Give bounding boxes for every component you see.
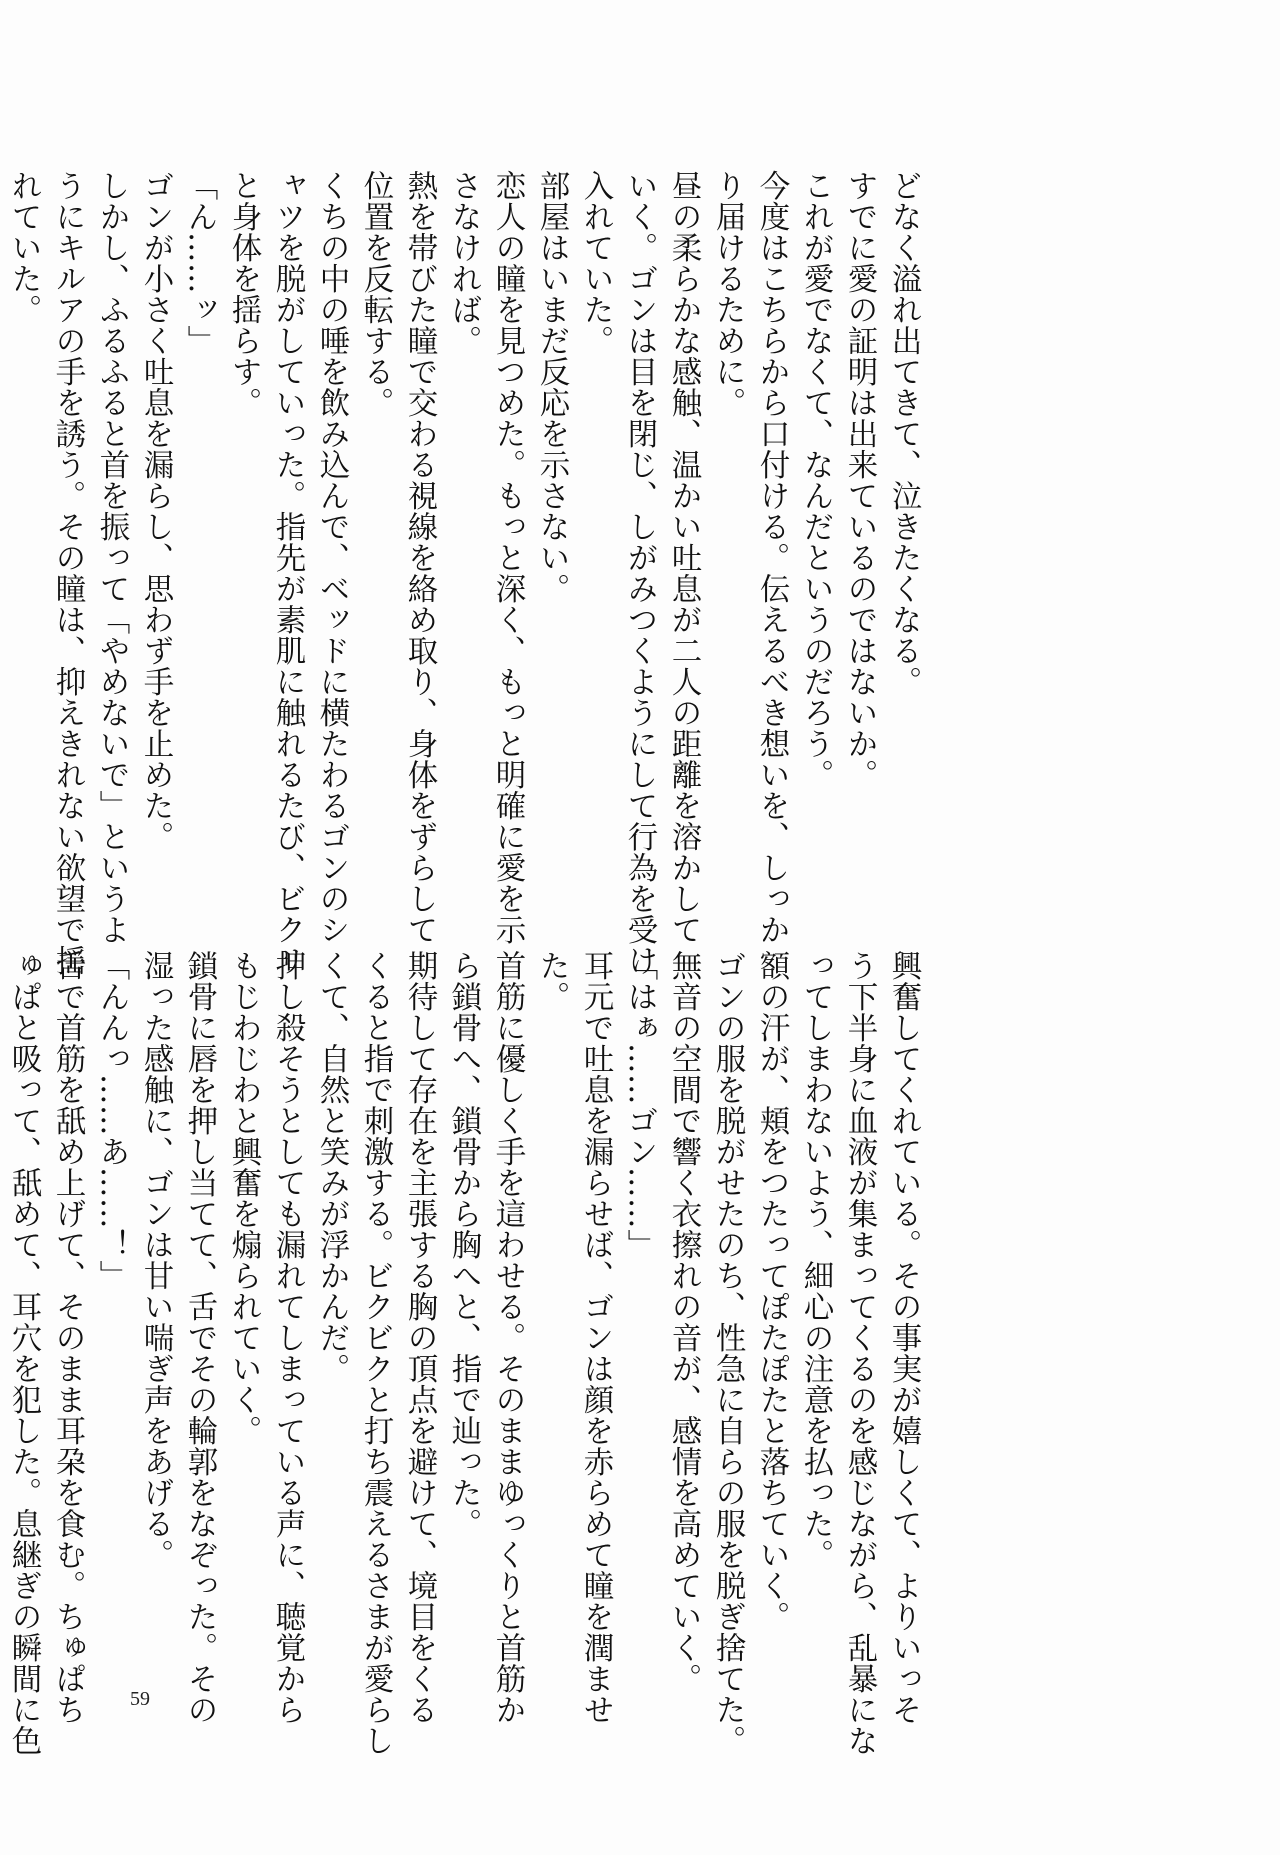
text-line: り届けるために。 bbox=[710, 170, 745, 418]
text-line: いく。ゴンは目を閉じ、しがみつくようにして行為を受け bbox=[622, 170, 657, 976]
text-line: しかし、ふるふると首を振って「やめないで」というよ bbox=[94, 170, 129, 945]
text-line: これが愛でなくて、なんだというのだろう。 bbox=[798, 170, 833, 790]
text-line: 無音の空間で響く衣擦れの音が、感情を高めていく。 bbox=[666, 950, 701, 1694]
text-line: ってしまわないよう、細心の注意を払った。 bbox=[798, 950, 833, 1570]
text-line: もじわじわと興奮を煽られていく。 bbox=[226, 950, 261, 1446]
text-line: れていた。 bbox=[6, 170, 41, 325]
text-line: ら鎖骨へ、鎖骨から胸へと、指で辿った。 bbox=[446, 950, 481, 1539]
text-line: う下半身に血液が集まってくるのを感じながら、乱暴にな bbox=[842, 950, 877, 1756]
text-line: ゴンの服を脱がせたのち、性急に自らの服を脱ぎ捨てた。 bbox=[710, 950, 745, 1756]
text-line: と身体を揺らす。 bbox=[226, 170, 261, 418]
text-line: どなく溢れ出てきて、泣きたくなる。 bbox=[886, 170, 921, 697]
text-line: 今度はこちらから口付ける。伝えるべき想いを、しっか bbox=[754, 170, 789, 945]
text-line: さなければ。 bbox=[446, 170, 481, 356]
text-line: 部屋はいまだ反応を示さない。 bbox=[534, 170, 569, 604]
text-line: 舌で首筋を舐め上げて、そのまま耳朶を食む。ちゅぱち bbox=[50, 950, 85, 1725]
text-line: 鎖骨に唇を押し当てて、舌でその輪郭をなぞった。その bbox=[182, 950, 217, 1725]
text-line: 額の汗が、頬をつたってぽたぽたと落ちていく。 bbox=[754, 950, 789, 1632]
text-line: 入れていた。 bbox=[578, 170, 613, 356]
text-line: 期待して存在を主張する胸の頂点を避けて、境目をくる bbox=[402, 950, 437, 1725]
page-number: 59 bbox=[130, 1688, 150, 1710]
text-line: ャツを脱がしていった。指先が素肌に触れるたび、ビクリ bbox=[270, 170, 305, 976]
text-line: くちの中の唾を飲み込んで、ベッドに横たわるゴンのシ bbox=[314, 170, 349, 945]
text-line: ゴンが小さく吐息を漏らし、思わず手を止めた。 bbox=[138, 170, 173, 852]
text-line: 押し殺そうとしても漏れてしまっている声に、聴覚から bbox=[270, 950, 305, 1725]
text-line: 「んんっ……あ……！」 bbox=[94, 950, 129, 1291]
text-line: すでに愛の証明は出来ているのではないか。 bbox=[842, 170, 877, 790]
text-line: 位置を反転する。 bbox=[358, 170, 393, 418]
text-line: 「はぁ……ゴン……」 bbox=[622, 950, 657, 1260]
text-line: うにキルアの手を誘う。その瞳は、抑えきれない欲望で揺 bbox=[50, 170, 85, 976]
text-line: 恋人の瞳を見つめた。もっと深く、もっと明確に愛を示 bbox=[490, 170, 525, 945]
text-line: 昼の柔らかな感触、温かい吐息が二人の距離を溶かして bbox=[666, 170, 701, 945]
text-line: 興奮してくれている。その事実が嬉しくて、よりいっそ bbox=[886, 950, 921, 1725]
text-line: ゅぱと吸って、舐めて、耳穴を犯した。息継ぎの瞬間に色 bbox=[6, 950, 41, 1756]
text-line: 湿った感触に、ゴンは甘い喘ぎ声をあげる。 bbox=[138, 950, 173, 1570]
text-line: 耳元で吐息を漏らせば、ゴンは顔を赤らめて瞳を潤ませ bbox=[578, 950, 613, 1725]
text-line: た。 bbox=[534, 950, 569, 1012]
text-line: 「ん……ッ」 bbox=[182, 170, 217, 356]
text-block-upper bbox=[6, 170, 925, 976]
text-line: 熱を帯びた瞳で交わる視線を絡め取り、身体をずらして bbox=[402, 170, 437, 945]
text-line: くると指で刺激する。ビクビクと打ち震えるさまが愛らし bbox=[358, 950, 393, 1756]
text-line: くて、自然と笑みが浮かんだ。 bbox=[314, 950, 349, 1384]
text-line: 首筋に優しく手を這わせる。そのままゆっくりと首筋か bbox=[490, 950, 525, 1725]
